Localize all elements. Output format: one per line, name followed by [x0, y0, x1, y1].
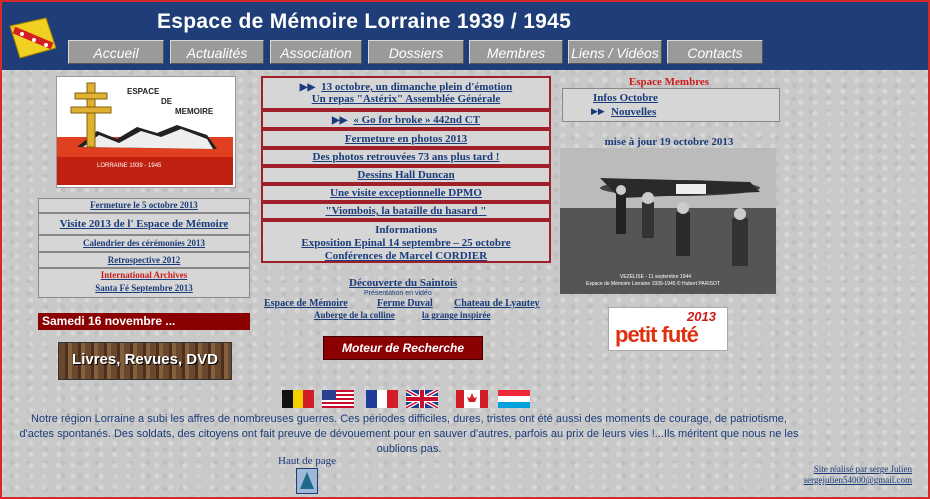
left-link-international-archives[interactable]: International Archives [100, 270, 188, 280]
members-link-infos-octobre[interactable]: Infos Octobre [593, 92, 658, 104]
date-banner: Samedi 16 novembre ... [38, 313, 250, 330]
nav-association[interactable]: Association [270, 40, 362, 64]
historic-photo[interactable] [560, 148, 776, 294]
nav-membres[interactable]: Membres [469, 40, 563, 64]
books-banner[interactable] [58, 342, 232, 380]
petit-fute-logo[interactable] [608, 307, 728, 351]
back-to-top-link[interactable]: Haut de page [278, 455, 337, 467]
luxembourg-flag-icon[interactable] [498, 390, 530, 408]
update-note: mise à jour 19 octobre 2013 [604, 136, 734, 148]
news-item-fermeture-photos[interactable]: Fermeture en photos 2013 [261, 129, 551, 148]
nav-accueil[interactable]: Accueil [68, 40, 164, 64]
books-banner-label: Livres, Revues, DVD [72, 351, 218, 368]
members-link-nouvelles[interactable]: Nouvelles [611, 106, 657, 118]
usa-flag-icon[interactable] [322, 390, 354, 408]
news-item-13-octobre[interactable]: ▶▶ 13 octobre, un dimanche plein d'émotion Un repas "Astérix" Assemblée Générale [261, 76, 551, 110]
left-link-fermeture[interactable]: Fermeture le 5 octobre 2013 [38, 198, 250, 213]
saintois-title[interactable]: Découverte du Saintois [349, 277, 458, 289]
saintois-link-espace[interactable]: Espace de Mémoire [264, 298, 348, 309]
news-item-dessins-hall-duncan[interactable]: Dessins Hall Duncan [261, 166, 551, 184]
members-title: Espace Membres [628, 76, 710, 88]
news-item-photos-retrouvees[interactable]: Des photos retrouvées 73 ans plus tard ! [261, 148, 551, 166]
saintois-subtitle: Présentation en vidéo [364, 290, 432, 297]
members-panel [562, 88, 780, 122]
logo-caption: LORRAINE 1939 - 1945 [97, 163, 162, 169]
espace-memoire-logo[interactable] [56, 76, 236, 188]
saintois-link-ferme-duval[interactable]: Ferme Duval [377, 298, 433, 309]
logo-line2: DE [161, 97, 173, 106]
uk-flag-icon[interactable] [406, 390, 438, 408]
logo-line3: MEMOIRE [175, 107, 214, 116]
news-item-viombois[interactable]: "Viombois, la bataille du hasard " [261, 202, 551, 220]
left-link-retrospective[interactable]: Retrospective 2012 [38, 252, 250, 268]
belgium-flag-icon[interactable] [282, 390, 314, 408]
saintois-link-grange[interactable]: la grange inspirée [422, 310, 491, 320]
nav-actualites[interactable]: Actualités [170, 40, 264, 64]
nav-contacts[interactable]: Contacts [667, 40, 763, 64]
credit-author: Site réalisé par serge Julien [813, 464, 912, 474]
nav-liens-videos[interactable]: Liens / Vidéos [568, 40, 662, 64]
left-link-santa-fe[interactable]: Santa Fé Septembre 2013 [95, 283, 193, 293]
left-link-archives-box [38, 268, 250, 298]
nav-dossiers[interactable]: Dossiers [368, 40, 464, 64]
news-item-informations[interactable]: Informations Exposition Epinal 14 septembre – 25 octobre Conférences de Marcel CORDIER [261, 220, 551, 263]
news-item-visite-dpmo[interactable]: Une visite exceptionnelle DPMO [261, 184, 551, 202]
logo-line1: ESPACE [127, 87, 160, 96]
arrow-icon: ▶▶ [331, 115, 348, 126]
region-description: Notre région Lorraine a subi les affres de nombreuses guerres. Ces périodes difficiles, dures, tristes ont été aussi des moments de courage, de patriotisme, d'actes spontanés. Des soldats, des citoyens ont fait preuve de dévouement pour en sauver d'autres, parfois au prix de leurs vies !...Ils méritent que nous ne les oublions pas. [19, 413, 799, 455]
saintois-link-chateau[interactable]: Chateau de Lyautey [454, 298, 540, 309]
news-item-go-for-broke[interactable]: ▶▶ « Go for broke » 442nd CT [261, 110, 551, 129]
left-links-panel [38, 198, 250, 298]
search-engine-button[interactable]: Moteur de Recherche [323, 336, 483, 360]
up-arrow-icon[interactable] [296, 468, 318, 494]
arrow-icon: ▶▶ [591, 106, 605, 116]
arrow-icon: ▶▶ [299, 82, 316, 93]
france-flag-icon[interactable] [366, 390, 398, 408]
site-title: Espace de Mémoire Lorraine 1939 / 1945 [157, 10, 572, 33]
photo-caption-line1: VEZELISE - 11 septembre 1944 [620, 274, 692, 280]
left-link-visite[interactable]: Visite 2013 de l' Espace de Mémoire [38, 213, 250, 235]
credit-email-link[interactable]: sergejulien54000@gmail.com [803, 475, 912, 485]
saintois-link-auberge[interactable]: Auberge de la colline [314, 310, 395, 320]
lorraine-flag-icon [6, 16, 58, 60]
canada-flag-icon[interactable] [456, 390, 488, 408]
petit-fute-year: 2013 [687, 309, 716, 324]
site-credit [802, 464, 912, 486]
photo-caption-line2: Espace de Mémoire Lorraine 1939-1945 © Hubert PARISOT [586, 281, 720, 287]
petit-fute-name: petit futé [615, 322, 698, 347]
left-link-calendrier[interactable]: Calendrier des cérémonies 2013 [38, 235, 250, 252]
